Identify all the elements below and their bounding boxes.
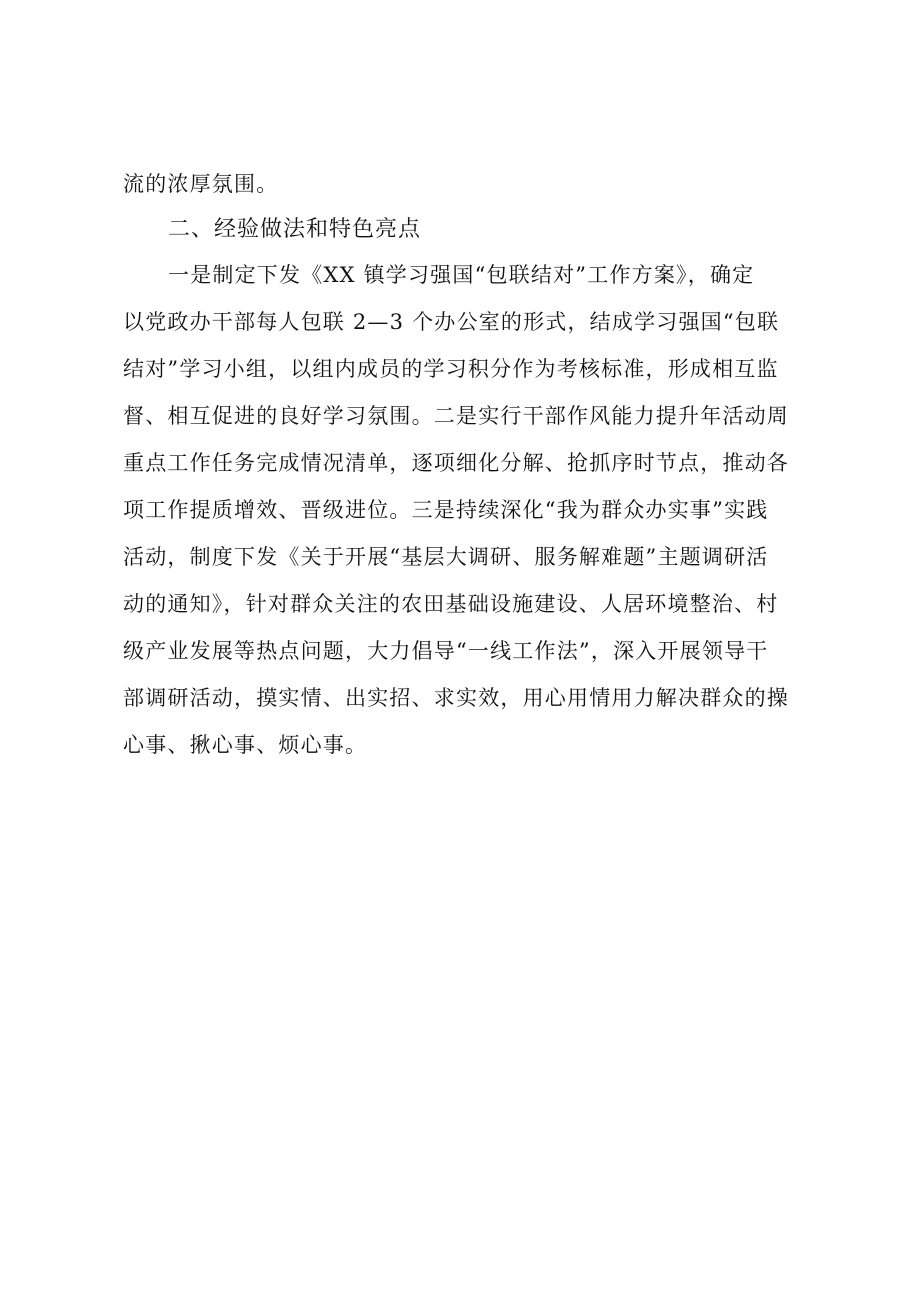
section-heading: 二、经验做法和特色亮点: [168, 217, 422, 242]
paragraph-line: 动的通知》，针对群众关注的农田基础设施建设、人居环境整治、村: [123, 592, 779, 616]
paragraph-line: 部调研活动，摸实情、出实招、求实效，用心用情用力解决群众的操: [123, 686, 789, 710]
paragraph-line: 一是制定下发《XX 镇学习强国“包联结对”工作方案》，确定: [168, 263, 755, 287]
paragraph-line: 以党政办干部每人包联 2—3 个办公室的形式，结成学习强国“包联: [123, 310, 780, 334]
paragraph-line: 督、相互促进的良好学习氛围。二是实行干部作风能力提升年活动周: [123, 404, 789, 428]
continuation-line: 流的浓厚氛围。: [123, 172, 279, 196]
paragraph-line: 项工作提质增效、晋级进位。三是持续深化“我为群众办实事”实践: [123, 498, 769, 522]
paragraph-line: 级产业发展等热点问题，大力倡导“一线工作法”，深入开展领导干: [123, 639, 769, 663]
paragraph-line: 结对”学习小组，以组内成员的学习积分作为考核标准，形成相互监: [123, 357, 779, 381]
paragraph-line: 活动，制度下发《关于开展“基层大调研、服务解难题”主题调研活: [123, 545, 769, 569]
paragraph-line: 重点工作任务完成情况清单，逐项细化分解、抢抓序时节点，推动各: [123, 451, 789, 475]
paragraph-line: 心事、揪心事、烦心事。: [123, 733, 368, 757]
